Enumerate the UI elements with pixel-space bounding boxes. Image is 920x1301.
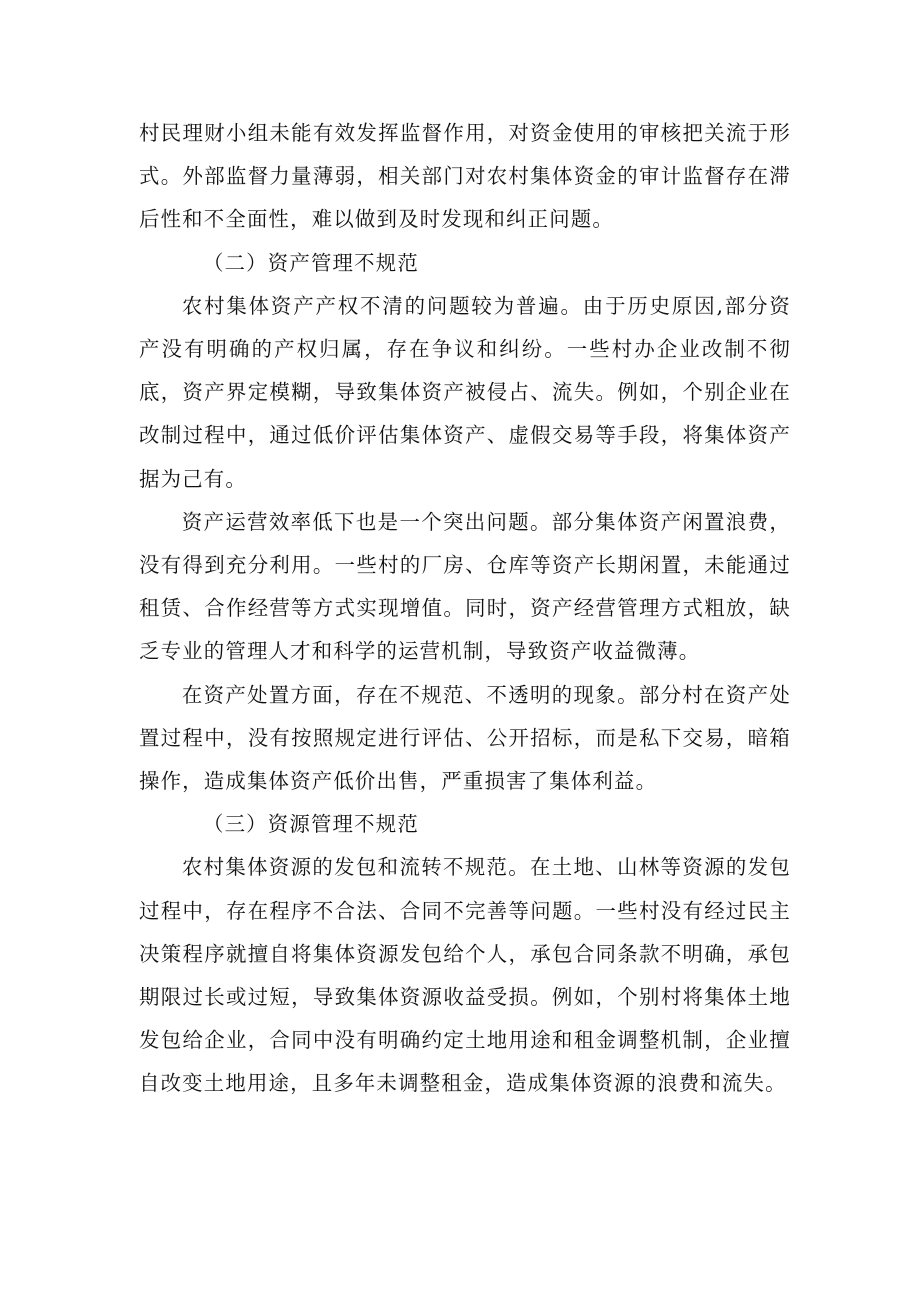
document-body	[139, 112, 791, 1106]
section-heading-asset-management: （二）资产管理不规范	[203, 250, 419, 275]
paragraph-asset-operation: 资产运营效率低下也是一个突出问题。部分集体资产闲置浪费，没有得到充分利用。一些村的厂房、仓库等资产长期闲置，未能通过租赁、合作经营等方式实现增值。同时，资产经营管理方式粗放，缺乏专业的管理人才和科学的运营机制，导致资产收益微薄。	[139, 509, 791, 664]
paragraph-asset-ownership: 农村集体资产产权不清的问题较为普遍。由于历史原因,部分资产没有明确的产权归属，存在争议和纠纷。一些村办企业改制不彻底，资产界定模糊，导致集体资产被侵占、流失。例如，个别企业在改制过程中，通过低价评估集体资产、虚假交易等手段，将集体资产据为己有。	[139, 293, 791, 491]
section-heading-resource-management: （三）资源管理不规范	[203, 812, 419, 837]
paragraph-supervision: 村民理财小组未能有效发挥监督作用，对资金使用的审核把关流于形式。外部监督力量薄弱，相关部门对农村集体资金的审计监督存在滞后性和不全面性，难以做到及时发现和纠正问题。	[139, 121, 791, 232]
paragraph-resource-contracting: 农村集体资源的发包和流转不规范。在土地、山林等资源的发包过程中，存在程序不合法、合同不完善等问题。一些村没有经过民主决策程序就擅自将集体资源发包给个人，承包合同条款不明确，承包期限过长或过短，导致集体资源收益受损。例如，个别村将集体土地发包给企业，合同中没有明确约定土地用途和租金调整机制，企业擅自改变土地用途，且多年未调整租金，造成集体资源的浪费和流失。	[139, 855, 791, 1096]
paragraph-asset-disposal: 在资产处置方面，存在不规范、不透明的现象。部分村在资产处置过程中，没有按照规定进行评估、公开招标，而是私下交易，暗箱操作，造成集体资产低价出售，严重损害了集体利益。	[139, 682, 791, 794]
